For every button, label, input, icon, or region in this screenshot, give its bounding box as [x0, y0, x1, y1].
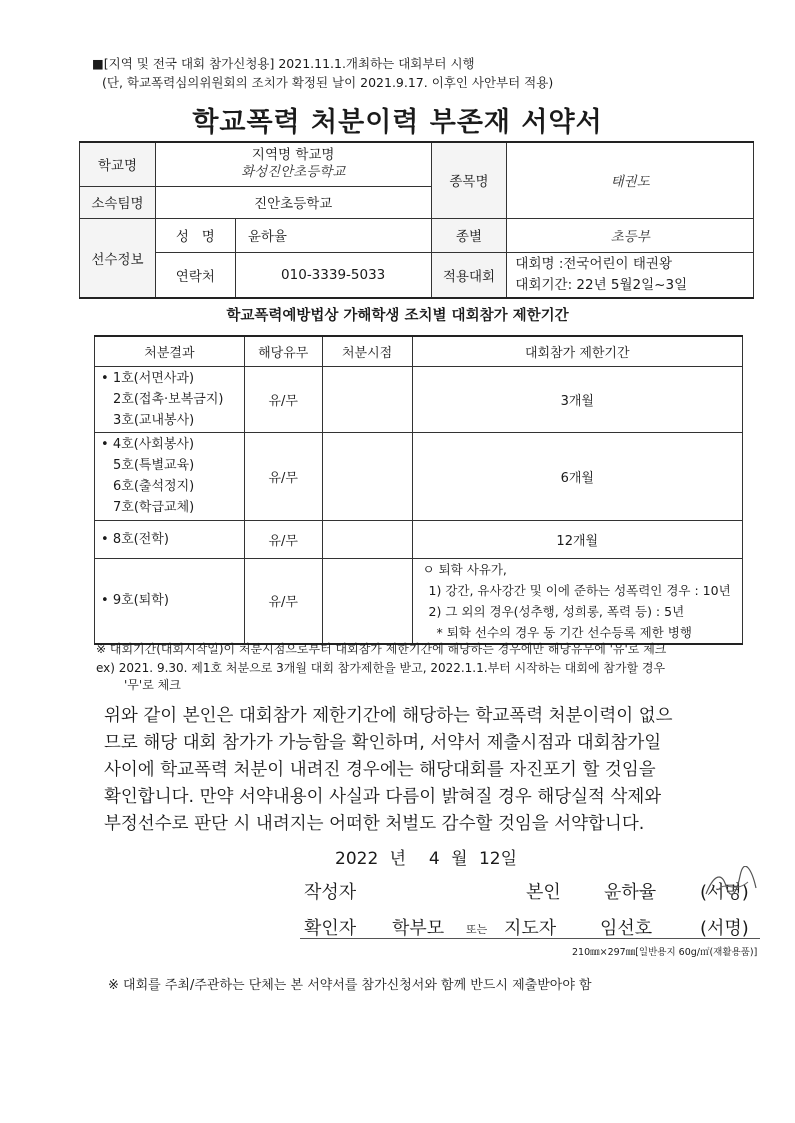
note-applicability: ※ 대회기간(대회시작일)이 처분시점으로부터 대회참가 제한기간에 해당하는 경우에만 해당유무에 '유'로 체크: [96, 642, 667, 656]
penalty-row-1-items: [95, 366, 245, 432]
writer-name: 윤하율: [604, 882, 657, 903]
division-value: 초등부: [507, 218, 754, 252]
pledge-date: 2022 년 4 월 12일: [335, 849, 517, 869]
school-region-caption: 지역명 학교명: [251, 147, 335, 164]
writer-sign-mark[interactable]: (서명): [700, 882, 749, 903]
parent-label: 학부모: [392, 918, 445, 939]
writer-label: 작성자: [304, 882, 357, 903]
coach-name: 임선호: [600, 918, 653, 939]
penalty-item: • 8호(전학): [101, 532, 169, 547]
pledge-line: 확인합니다. 만약 서약내용이 사실과 다름이 밝혀질 경우 해당실적 삭제와: [104, 787, 662, 807]
player-info-label: 선수정보: [80, 218, 156, 298]
event-label: 종목명: [431, 142, 507, 218]
penalty-item: • 1호(서면사과): [101, 371, 194, 386]
or-label: 또는: [466, 923, 488, 936]
penalty-item: • 4호(사회봉사): [101, 437, 194, 452]
team-label: 소속팀명: [80, 186, 156, 218]
signature-divider: [300, 938, 760, 939]
footer-note: ※ 대회를 주최/주관하는 단체는 본 서약서를 참가신청서와 함께 반드시 제출받아야 함: [108, 978, 592, 993]
penalty-item: 7호(학급교체): [113, 500, 195, 515]
contest-name: 대회명 :전국어린이 태권왕: [515, 255, 672, 272]
penalty-row-2-limit: 6개월: [412, 432, 742, 520]
penalty-table-title: 학교폭력예방법상 가해학생 조치별 대회참가 제한기간: [226, 308, 569, 324]
document-title: 학교폭력 처분이력 부존재 서약서: [192, 107, 603, 138]
penalty-row-3-yn[interactable]: 유/무: [244, 520, 322, 558]
penalty-row-3-limit: 12개월: [412, 520, 742, 558]
penalty-header-date: 처분시점: [322, 336, 412, 366]
penalty-row-4-items: [95, 558, 245, 644]
penalty-row-3-date[interactable]: [322, 520, 412, 558]
penalty-row-1-date[interactable]: [322, 366, 412, 432]
name-value: 윤하율: [235, 218, 431, 252]
expulsion-reason-heading: ㅇ 퇴학 사유가,: [422, 561, 507, 577]
expulsion-note: * 퇴학 선수의 경우 동 기간 선수등록 제한 병행: [436, 624, 692, 640]
expulsion-case-1: 1) 강간, 유사강간 및 이에 준하는 성폭력인 경우 : 10년: [428, 582, 731, 598]
penalty-item: 3호(교내봉사): [113, 412, 195, 428]
penalty-row-1-yn[interactable]: 유/무: [244, 366, 322, 432]
penalty-table: [94, 335, 743, 645]
penalty-item: 2호(접촉·보복금지): [113, 391, 224, 407]
pledge-line: 므로 해당 대회 참가가 가능함을 확인하며, 서약서 제출시점과 대회참가일: [104, 733, 662, 753]
contest-period: 대회기간: 22년 5월2일~3일: [515, 276, 688, 293]
name-label: 성 명: [155, 218, 235, 252]
penalty-header-applicable: 해당유무: [244, 336, 322, 366]
penalty-row-4-yn[interactable]: 유/무: [244, 558, 322, 644]
contact-label: 연락처: [155, 252, 235, 298]
pledge-paragraph: [104, 703, 754, 838]
handwritten-signature-icon: [700, 866, 762, 900]
school-name-value: 화성진안초등학교: [241, 164, 346, 181]
penalty-row-4-limit: [412, 558, 742, 644]
penalty-header-limit: 대회참가 제한기간: [412, 336, 742, 366]
pledge-line: 부정선수로 판단 시 내려지는 어떠한 처벌도 감수할 것임을 서약합니다.: [104, 814, 645, 834]
penalty-header-result: 처분결과: [95, 336, 245, 366]
applicant-info-table: [79, 141, 754, 299]
school-label: 학교명: [80, 142, 156, 186]
self-label: 본인: [526, 882, 561, 903]
pledge-line: 위와 같이 본인은 대회참가 제한기간에 해당하는 학교폭력 처분이력이 없으: [104, 706, 673, 726]
penalty-item: 6호(출석정지): [113, 479, 195, 494]
penalty-row-1-limit: 3개월: [412, 366, 742, 432]
applied-contest-label: 적용대회: [431, 252, 507, 298]
team-value: 진안초등학교: [155, 186, 431, 218]
expulsion-case-2: 2) 그 외의 경우(성추행, 성희롱, 폭력 등) : 5년: [428, 603, 685, 619]
note-example: ex) 2021. 9.30. 제1호 처분으로 3개월 대회 참가제한을 받고, 2022.1.1.부터 시작하는 대회에 참가할 경우: [96, 661, 666, 675]
contact-value: 010-3339-5033: [235, 252, 431, 298]
header-line-2: (단, 학교폭력심의위원회의 조치가 확정된 날이 2021.9.17. 이후인 사안부터 적용): [102, 75, 554, 90]
penalty-row-3-items: [95, 520, 245, 558]
paper-spec: 210㎜×297㎜[일반용지 60g/㎡(재활용품)]: [572, 947, 758, 958]
event-value: 태권도: [507, 142, 754, 218]
penalty-row-2-date[interactable]: [322, 432, 412, 520]
division-label: 종별: [431, 218, 507, 252]
coach-sign-mark[interactable]: (서명): [700, 918, 749, 939]
penalty-row-2-items: [95, 432, 245, 520]
header-line-1: ■[지역 및 전국 대회 참가신청용] 2021.11.1.개최하는 대회부터 시행: [92, 56, 475, 71]
penalty-item: • 9호(퇴학): [101, 593, 169, 608]
pledge-line: 사이에 학교폭력 처분이 내려진 경우에는 해당대회를 자진포기 할 것임을: [104, 760, 656, 780]
penalty-row-2-yn[interactable]: 유/무: [244, 432, 322, 520]
penalty-item: 5호(특별교육): [113, 458, 195, 473]
coach-label: 지도자: [504, 918, 557, 939]
note-example-cont: '무'로 체크: [124, 678, 181, 692]
penalty-row-4-date[interactable]: [322, 558, 412, 644]
confirmer-label: 확인자: [304, 918, 357, 939]
